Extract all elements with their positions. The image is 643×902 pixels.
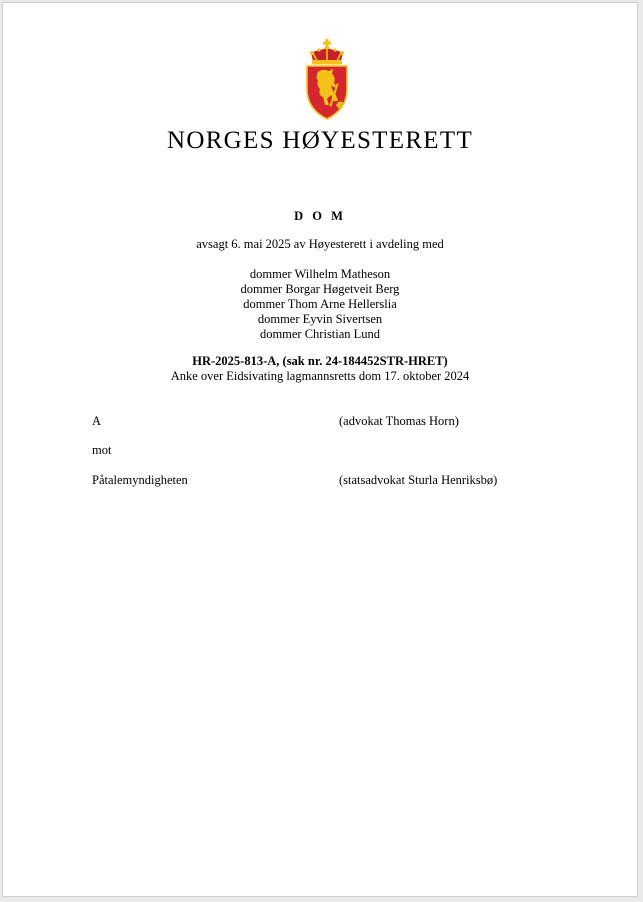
- crown-icon: [310, 39, 344, 65]
- versus-label: mot: [92, 443, 112, 457]
- judge-name: dommer Wilhelm Matheson: [249, 267, 391, 281]
- judge-name: dommer Christian Lund: [259, 327, 381, 341]
- judge-name: dommer Borgar Høgetveit Berg: [240, 282, 400, 296]
- judge-name: dommer Eyvin Sivertsen: [257, 312, 383, 326]
- pronouncement-line: avsagt 6. mai 2025 av Høyesterett i avdeling med: [196, 237, 444, 251]
- respondent-counsel: (statsadvokat Sturla Henriksbø): [339, 473, 498, 487]
- case-number: HR-2025-813-A, (sak nr. 24-184452STR-HRET): [192, 354, 448, 368]
- court-name: NORGES HØYESTERETT: [166, 127, 474, 154]
- coat-of-arms-icon: [303, 39, 351, 121]
- document-page: [2, 2, 638, 897]
- respondent-name: Påtalemyndigheten: [92, 473, 188, 487]
- appellant-counsel: (advokat Thomas Horn): [339, 414, 459, 428]
- appeal-description: Anke over Eidsivating lagmannsretts dom 17. oktober 2024: [170, 369, 470, 383]
- document-type-heading: D O M: [294, 209, 346, 223]
- appellant-name: A: [92, 414, 102, 428]
- judges-list: [3, 267, 637, 342]
- judge-name: dommer Thom Arne Hellerslia: [243, 297, 397, 311]
